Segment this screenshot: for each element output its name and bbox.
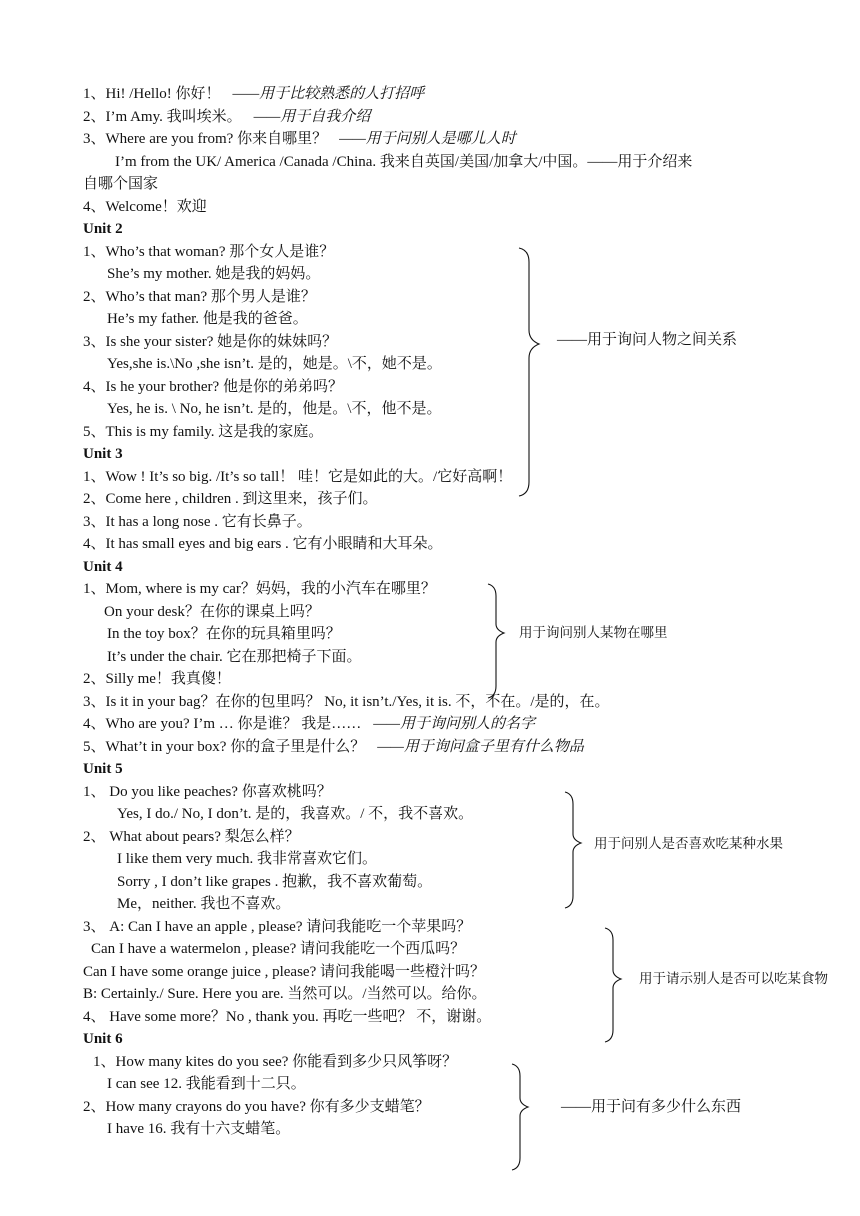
unit2-line: Yes, he is. \ No, he isn’t. 是的，他是。\不，他不是。	[107, 401, 442, 417]
unit4-curly-brace	[488, 584, 504, 698]
unit6-heading: Unit 6	[83, 1031, 123, 1047]
unit2-line: 2、Who’s that man? 那个男人是谁？	[83, 289, 316, 305]
unit5-heading: Unit 5	[83, 761, 123, 777]
unit6-line: I have 16. 我有十六支蜡笔。	[107, 1121, 291, 1137]
unit2-line: He’s my father. 他是我的爸爸。	[107, 311, 308, 327]
unit1-line2-note: ——用于自我介绍	[253, 109, 371, 125]
unit1-line3: 3、Where are you from? 你来自哪里？ ——用于问别人是哪儿人时	[83, 131, 516, 147]
unit4-line: 4、Who are you? I’m … 你是谁？ 我是…… ——用于询问别人的名字	[83, 716, 535, 732]
unit4-line: 2、Silly me！我真傻！	[83, 671, 231, 687]
unit5-line: Yes, I do./ No, I don’t. 是的，我喜欢。/ 不，我不喜欢。	[117, 806, 474, 822]
unit4-line: In the toy box？在你的玩具箱里吗？	[107, 626, 341, 642]
unit2-line: 1、Who’s that woman? 那个女人是谁？	[83, 244, 335, 260]
unit2-line: 3、Is she your sister? 她是你的妹妹吗？	[83, 334, 338, 350]
unit4-line4-note: ——用于询问别人的名字	[373, 716, 535, 732]
unit1-line1-note: ——用于比较熟悉的人打招呼	[232, 86, 425, 102]
unit5-curly-brace-1	[565, 792, 581, 908]
unit4-line: 5、What’t in your box? 你的盒子里是什么？ ——用于询问盒子里有什么物品	[83, 739, 584, 755]
unit5-line: I like them very much. 我非常喜欢它们。	[117, 851, 377, 867]
unit4-line5-note: ——用于询问盒子里有什么物品	[377, 739, 584, 755]
unit2-bracket-note: ——用于询问人物之间关系	[557, 332, 738, 348]
unit5-line: 3、 A: Can I have an apple , please? 请问我能吃一个苹果吗？	[83, 919, 472, 935]
unit5-line: 1、 Do you like peaches? 你喜欢桃吗？	[83, 784, 332, 800]
unit5-bracket-note-1: 用于问别人是否喜欢吃某种水果	[594, 836, 783, 851]
unit6-line: I can see 12. 我能看到十二只。	[107, 1076, 306, 1092]
unit6-bracket-note: ——用于问有多少什么东西	[561, 1099, 742, 1115]
unit6-curly-brace	[512, 1064, 528, 1170]
unit2-curly-brace	[519, 248, 539, 496]
unit2-line: 4、Is he your brother? 他是你的弟弟吗？	[83, 379, 343, 395]
unit4-line: On your desk？在你的课桌上吗？	[104, 604, 320, 620]
unit3-line: 1、Wow ! It’s so big. /It’s so tall！ 哇！它是如此的大。/它好高啊！	[83, 469, 513, 485]
unit3-line: 2、Come here , children . 到这里来，孩子们。	[83, 491, 378, 507]
unit3-line: 4、It has small eyes and big ears . 它有小眼睛和大耳朵。	[83, 536, 443, 552]
unit4-bracket-note: 用于询问别人某物在哪里	[519, 625, 668, 640]
unit5-line: Sorry , I don’t like grapes . 抱歉，我不喜欢葡萄。	[117, 874, 433, 890]
unit1-line3-note: ——用于问别人是哪儿人时	[339, 131, 516, 147]
unit5-line: 2、 What about pears? 梨怎么样？	[83, 829, 300, 845]
unit5-line: Can I have a watermelon , please? 请问我能吃一个西瓜吗？	[91, 941, 466, 957]
unit1-line4: I’m from the UK/ America /Canada /China. 我来自英国/美国/加拿大/中国。——用于介绍来	[115, 154, 693, 170]
unit5-bracket-note-2: 用于请示别人是否可以吃某食物	[639, 971, 828, 986]
unit6-line: 1、How many kites do you see? 你能看到多少只风筝呀？	[93, 1054, 458, 1070]
unit3-heading: Unit 3	[83, 446, 123, 462]
unit4-line: 3、Is it in your bag？在你的包里吗？ No, it isn’t./Yes, it is. 不，不在。/是的，在。	[83, 694, 610, 710]
unit4-line: 1、Mom, where is my car？妈妈，我的小汽车在哪里？	[83, 581, 436, 597]
unit1-line2: 2、I’m Amy. 我叫埃米。 ——用于自我介绍	[83, 109, 371, 125]
unit5-line: 4、 Have some more？No , thank you. 再吃一些吧？ 不，谢谢。	[83, 1009, 492, 1025]
unit1-line4-cont: 自哪个国家	[83, 176, 159, 192]
unit2-line: She’s my mother. 她是我的妈妈。	[107, 266, 321, 282]
unit5-line: B: Certainly./ Sure. Here you are. 当然可以。/当然可以。给你。	[83, 986, 487, 1002]
unit1-line1: 1、Hi! /Hello! 你好！ ——用于比较熟悉的人打招呼	[83, 86, 425, 102]
unit5-line: Me，neither. 我也不喜欢。	[117, 896, 291, 912]
unit4-heading: Unit 4	[83, 559, 123, 575]
unit2-line: Yes,she is.\No ,she isn’t. 是的，她是。\不，她不是。	[107, 356, 442, 372]
unit3-line: 3、It has a long nose . 它有长鼻子。	[83, 514, 312, 530]
unit1-line5: 4、Welcome！欢迎	[83, 199, 207, 215]
unit6-line: 2、How many crayons do you have? 你有多少支蜡笔？	[83, 1099, 430, 1115]
unit4-line: It’s under the chair. 它在那把椅子下面。	[107, 649, 362, 665]
unit2-heading: Unit 2	[83, 221, 123, 237]
unit2-line: 5、This is my family. 这是我的家庭。	[83, 424, 324, 440]
unit5-curly-brace-2	[605, 928, 621, 1042]
unit5-line: Can I have some orange juice , please? 请问我能喝一些橙汁吗？	[83, 964, 485, 980]
